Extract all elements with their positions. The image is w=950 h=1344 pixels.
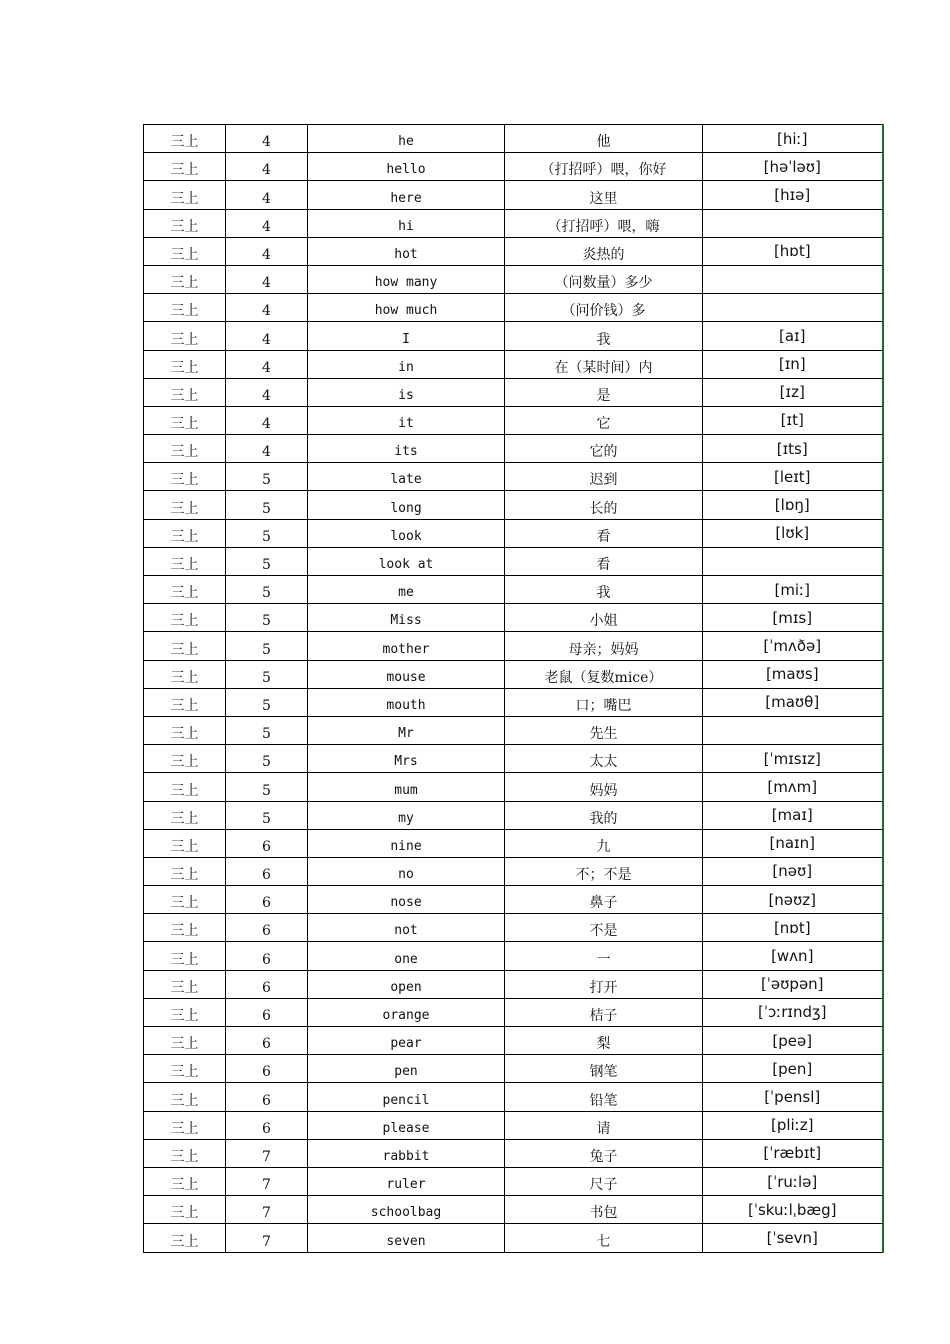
grade-cell: 三上 [144, 519, 226, 547]
phonetic-cell: [maʊθ] [703, 688, 883, 716]
grade-cell: 三上 [144, 1083, 226, 1111]
unit-cell: 5 [226, 801, 308, 829]
unit-cell: 5 [226, 519, 308, 547]
phonetic-cell: [ɪz] [703, 378, 883, 406]
word-cell: its [308, 435, 505, 463]
phonetic-cell: [mʌm] [703, 773, 883, 801]
unit-cell: 5 [226, 491, 308, 519]
unit-cell: 6 [226, 1083, 308, 1111]
table-row [144, 801, 883, 829]
unit-cell: 7 [226, 1224, 308, 1252]
phonetic-cell [703, 547, 883, 575]
table-row [144, 350, 883, 378]
word-cell: not [308, 914, 505, 942]
table-row [144, 1111, 883, 1139]
table-row [144, 660, 883, 688]
grade-cell: 三上 [144, 970, 226, 998]
phonetic-cell: [həˈləʊ] [703, 153, 883, 181]
phonetic-cell [703, 716, 883, 744]
unit-cell: 7 [226, 1196, 308, 1224]
table-row [144, 1224, 883, 1252]
phonetic-cell: [ˈəʊpən] [703, 970, 883, 998]
meaning-cell: 迟到 [505, 463, 703, 491]
word-cell: orange [308, 998, 505, 1026]
phonetic-cell [703, 265, 883, 293]
table-row [144, 914, 883, 942]
phonetic-cell: [ɪn] [703, 350, 883, 378]
phonetic-cell: [wʌn] [703, 942, 883, 970]
meaning-cell: 口；嘴巴 [505, 688, 703, 716]
meaning-cell: （问数量）多少 [505, 265, 703, 293]
word-cell: ruler [308, 1167, 505, 1195]
unit-cell: 6 [226, 886, 308, 914]
unit-cell: 6 [226, 857, 308, 885]
table-row [144, 942, 883, 970]
grade-cell: 三上 [144, 604, 226, 632]
meaning-cell: 太太 [505, 745, 703, 773]
meaning-cell: （打招呼）喂，嗨 [505, 209, 703, 237]
meaning-cell: 他 [505, 125, 703, 153]
word-cell: I [308, 322, 505, 350]
grade-cell: 三上 [144, 237, 226, 265]
word-cell: nine [308, 829, 505, 857]
unit-cell: 6 [226, 829, 308, 857]
unit-cell: 5 [226, 688, 308, 716]
grade-cell: 三上 [144, 716, 226, 744]
meaning-cell: 不；不是 [505, 857, 703, 885]
table-row [144, 970, 883, 998]
grade-cell: 三上 [144, 491, 226, 519]
phonetic-cell: [maɪ] [703, 801, 883, 829]
meaning-cell: 桔子 [505, 998, 703, 1026]
meaning-cell: 它 [505, 406, 703, 434]
table-row [144, 857, 883, 885]
grade-cell: 三上 [144, 576, 226, 604]
unit-cell: 7 [226, 1167, 308, 1195]
unit-cell: 4 [226, 237, 308, 265]
meaning-cell: 打开 [505, 970, 703, 998]
word-cell: how much [308, 294, 505, 322]
meaning-cell: 九 [505, 829, 703, 857]
phonetic-cell: [ˈɔːrɪndʒ] [703, 998, 883, 1026]
meaning-cell: 在（某时间）内 [505, 350, 703, 378]
word-cell: he [308, 125, 505, 153]
grade-cell: 三上 [144, 209, 226, 237]
unit-cell: 4 [226, 322, 308, 350]
table-row [144, 886, 883, 914]
unit-cell: 6 [226, 1027, 308, 1055]
table-row [144, 1055, 883, 1083]
meaning-cell: 看 [505, 519, 703, 547]
meaning-cell: 书包 [505, 1196, 703, 1224]
unit-cell: 5 [226, 463, 308, 491]
unit-cell: 5 [226, 547, 308, 575]
word-cell: mouse [308, 660, 505, 688]
grade-cell: 三上 [144, 829, 226, 857]
word-cell: it [308, 406, 505, 434]
unit-cell: 6 [226, 942, 308, 970]
meaning-cell: 兔子 [505, 1139, 703, 1167]
word-cell: pen [308, 1055, 505, 1083]
table-row [144, 829, 883, 857]
meaning-cell: 七 [505, 1224, 703, 1252]
meaning-cell: 我的 [505, 801, 703, 829]
unit-cell: 5 [226, 576, 308, 604]
table-row [144, 576, 883, 604]
table-row [144, 1196, 883, 1224]
word-cell: Mrs [308, 745, 505, 773]
table-row [144, 773, 883, 801]
meaning-cell: 我 [505, 322, 703, 350]
grade-cell: 三上 [144, 294, 226, 322]
word-cell: please [308, 1111, 505, 1139]
phonetic-cell: [peə] [703, 1027, 883, 1055]
word-cell: mum [308, 773, 505, 801]
unit-cell: 4 [226, 181, 308, 209]
grade-cell: 三上 [144, 1027, 226, 1055]
unit-cell: 4 [226, 294, 308, 322]
meaning-cell: 这里 [505, 181, 703, 209]
word-cell: one [308, 942, 505, 970]
grade-cell: 三上 [144, 265, 226, 293]
phonetic-cell: [leɪt] [703, 463, 883, 491]
unit-cell: 6 [226, 1055, 308, 1083]
phonetic-cell: [ˈpensl] [703, 1083, 883, 1111]
unit-cell: 4 [226, 153, 308, 181]
word-cell: no [308, 857, 505, 885]
unit-cell: 4 [226, 265, 308, 293]
phonetic-cell: [ˈræbɪt] [703, 1139, 883, 1167]
meaning-cell: 钢笔 [505, 1055, 703, 1083]
table-row [144, 1083, 883, 1111]
table-row [144, 491, 883, 519]
vocabulary-table-body [144, 125, 883, 1253]
grade-cell: 三上 [144, 1055, 226, 1083]
word-cell: open [308, 970, 505, 998]
phonetic-cell: [nəʊz] [703, 886, 883, 914]
grade-cell: 三上 [144, 406, 226, 434]
meaning-cell: 炎热的 [505, 237, 703, 265]
table-row [144, 153, 883, 181]
unit-cell: 5 [226, 632, 308, 660]
meaning-cell: 尺子 [505, 1167, 703, 1195]
word-cell: look at [308, 547, 505, 575]
word-cell: pear [308, 1027, 505, 1055]
grade-cell: 三上 [144, 125, 226, 153]
table-row [144, 322, 883, 350]
phonetic-cell: [ɪts] [703, 435, 883, 463]
table-row [144, 604, 883, 632]
meaning-cell: （打招呼）喂，你好 [505, 153, 703, 181]
table-row [144, 435, 883, 463]
phonetic-cell: [ɪt] [703, 406, 883, 434]
table-row [144, 181, 883, 209]
table-row [144, 745, 883, 773]
phonetic-cell: [miː] [703, 576, 883, 604]
meaning-cell: 妈妈 [505, 773, 703, 801]
grade-cell: 三上 [144, 463, 226, 491]
word-cell: Miss [308, 604, 505, 632]
grade-cell: 三上 [144, 914, 226, 942]
meaning-cell: 铅笔 [505, 1083, 703, 1111]
grade-cell: 三上 [144, 435, 226, 463]
word-cell: my [308, 801, 505, 829]
phonetic-cell: [pen] [703, 1055, 883, 1083]
unit-cell: 5 [226, 745, 308, 773]
table-row [144, 1139, 883, 1167]
grade-cell: 三上 [144, 1167, 226, 1195]
grade-cell: 三上 [144, 942, 226, 970]
grade-cell: 三上 [144, 378, 226, 406]
meaning-cell: （问价钱）多 [505, 294, 703, 322]
table-row [144, 1027, 883, 1055]
grade-cell: 三上 [144, 998, 226, 1026]
grade-cell: 三上 [144, 688, 226, 716]
meaning-cell: 先生 [505, 716, 703, 744]
phonetic-cell: [mɪs] [703, 604, 883, 632]
meaning-cell: 请 [505, 1111, 703, 1139]
phonetic-cell: [hɪə] [703, 181, 883, 209]
table-row [144, 237, 883, 265]
grade-cell: 三上 [144, 1111, 226, 1139]
grade-cell: 三上 [144, 632, 226, 660]
meaning-cell: 不是 [505, 914, 703, 942]
unit-cell: 6 [226, 970, 308, 998]
phonetic-cell: [nəʊ] [703, 857, 883, 885]
meaning-cell: 小姐 [505, 604, 703, 632]
table-row [144, 688, 883, 716]
unit-cell: 6 [226, 998, 308, 1026]
unit-cell: 4 [226, 406, 308, 434]
phonetic-cell: [ˈmʌðə] [703, 632, 883, 660]
meaning-cell: 梨 [505, 1027, 703, 1055]
table-row [144, 519, 883, 547]
word-cell: hi [308, 209, 505, 237]
vocabulary-table [143, 124, 884, 1253]
word-cell: rabbit [308, 1139, 505, 1167]
word-cell: look [308, 519, 505, 547]
table-row [144, 265, 883, 293]
meaning-cell: 看 [505, 547, 703, 575]
phonetic-cell: [naɪn] [703, 829, 883, 857]
meaning-cell: 长的 [505, 491, 703, 519]
unit-cell: 5 [226, 660, 308, 688]
table-row [144, 463, 883, 491]
phonetic-cell: [maʊs] [703, 660, 883, 688]
word-cell: in [308, 350, 505, 378]
word-cell: mother [308, 632, 505, 660]
unit-cell: 4 [226, 435, 308, 463]
meaning-cell: 是 [505, 378, 703, 406]
phonetic-cell [703, 294, 883, 322]
grade-cell: 三上 [144, 1224, 226, 1252]
meaning-cell: 一 [505, 942, 703, 970]
word-cell: late [308, 463, 505, 491]
table-row [144, 998, 883, 1026]
grade-cell: 三上 [144, 547, 226, 575]
table-row [144, 632, 883, 660]
grade-cell: 三上 [144, 153, 226, 181]
word-cell: nose [308, 886, 505, 914]
unit-cell: 4 [226, 125, 308, 153]
grade-cell: 三上 [144, 660, 226, 688]
unit-cell: 5 [226, 773, 308, 801]
grade-cell: 三上 [144, 1196, 226, 1224]
word-cell: hot [308, 237, 505, 265]
phonetic-cell [703, 209, 883, 237]
word-cell: is [308, 378, 505, 406]
phonetic-cell: [ˈskuːlˌbæg] [703, 1196, 883, 1224]
word-cell: seven [308, 1224, 505, 1252]
grade-cell: 三上 [144, 886, 226, 914]
table-row [144, 406, 883, 434]
word-cell: mouth [308, 688, 505, 716]
unit-cell: 6 [226, 1111, 308, 1139]
word-cell: hello [308, 153, 505, 181]
meaning-cell: 我 [505, 576, 703, 604]
phonetic-cell: [hiː] [703, 125, 883, 153]
phonetic-cell: [nɒt] [703, 914, 883, 942]
grade-cell: 三上 [144, 322, 226, 350]
word-cell: me [308, 576, 505, 604]
table-row [144, 1167, 883, 1195]
unit-cell: 5 [226, 604, 308, 632]
phonetic-cell: [pliːz] [703, 1111, 883, 1139]
word-cell: pencil [308, 1083, 505, 1111]
word-cell: Mr [308, 716, 505, 744]
table-row [144, 125, 883, 153]
unit-cell: 4 [226, 378, 308, 406]
meaning-cell: 老鼠（复数mice） [505, 660, 703, 688]
phonetic-cell: [aɪ] [703, 322, 883, 350]
unit-cell: 6 [226, 914, 308, 942]
grade-cell: 三上 [144, 350, 226, 378]
table-row [144, 716, 883, 744]
word-cell: long [308, 491, 505, 519]
grade-cell: 三上 [144, 773, 226, 801]
grade-cell: 三上 [144, 181, 226, 209]
phonetic-cell: [hɒt] [703, 237, 883, 265]
unit-cell: 5 [226, 716, 308, 744]
meaning-cell: 鼻子 [505, 886, 703, 914]
table-row [144, 209, 883, 237]
grade-cell: 三上 [144, 801, 226, 829]
table-row [144, 378, 883, 406]
unit-cell: 4 [226, 350, 308, 378]
unit-cell: 4 [226, 209, 308, 237]
word-cell: here [308, 181, 505, 209]
word-cell: how many [308, 265, 505, 293]
table-row [144, 294, 883, 322]
phonetic-cell: [ˈmɪsɪz] [703, 745, 883, 773]
grade-cell: 三上 [144, 745, 226, 773]
phonetic-cell: [lʊk] [703, 519, 883, 547]
phonetic-cell: [lɒŋ] [703, 491, 883, 519]
unit-cell: 7 [226, 1139, 308, 1167]
meaning-cell: 母亲；妈妈 [505, 632, 703, 660]
phonetic-cell: [ˈsevn] [703, 1224, 883, 1252]
table-row [144, 547, 883, 575]
grade-cell: 三上 [144, 857, 226, 885]
meaning-cell: 它的 [505, 435, 703, 463]
phonetic-cell: [ˈruːlə] [703, 1167, 883, 1195]
word-cell: schoolbag [308, 1196, 505, 1224]
grade-cell: 三上 [144, 1139, 226, 1167]
